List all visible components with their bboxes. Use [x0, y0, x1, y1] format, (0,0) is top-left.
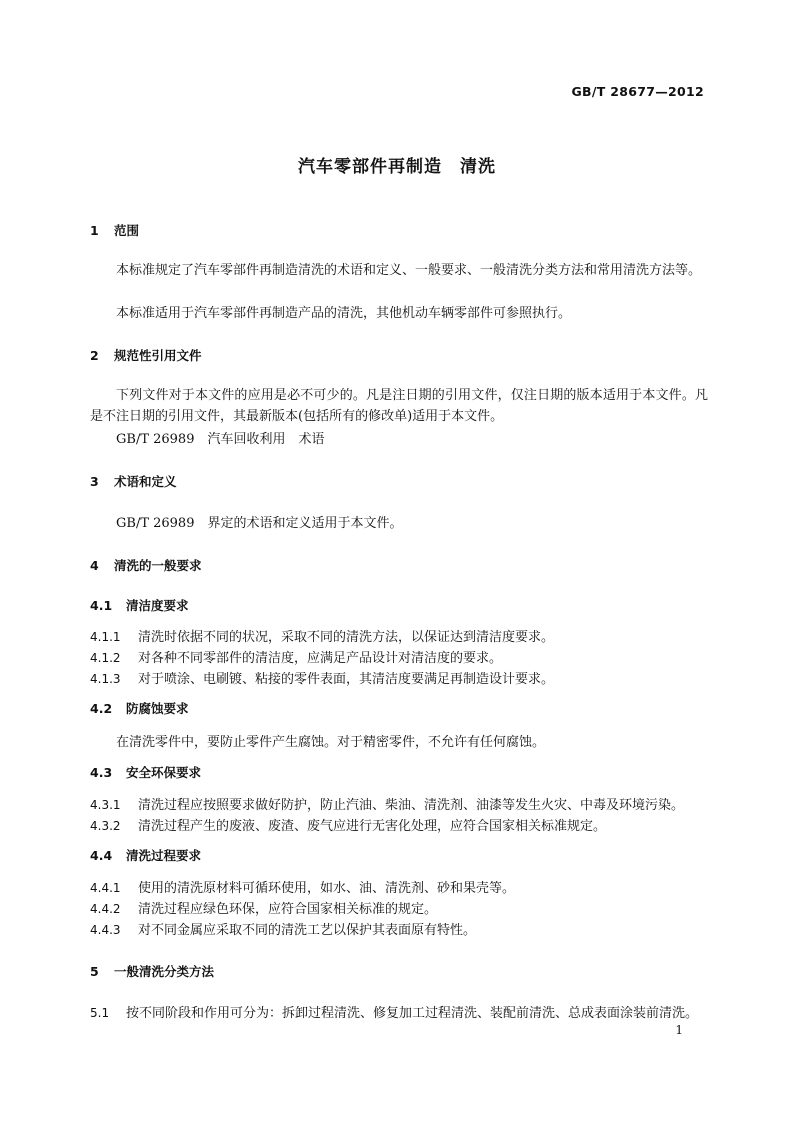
document-title: 汽车零部件再制造 清洗 — [298, 157, 496, 177]
subsection-4-2-paragraph: 在清洗零件中，要防止零件产生腐蚀。对于精密零件，不允许有任何腐蚀。 — [116, 735, 546, 750]
section-1-paragraph-2: 本标准适用于汽车零部件再制造产品的清洗，其他机动车辆零部件可参照执行。 — [116, 306, 572, 321]
section-number: 1 — [90, 223, 99, 238]
subsection-4-1-heading — [90, 596, 189, 614]
clause-number: 4.4.2 — [90, 902, 121, 916]
standard-code: GB/T 28677—2012 — [571, 84, 704, 99]
section-3-heading — [90, 472, 177, 490]
section-title: 规范性引用文件 — [114, 348, 202, 363]
subsection-4-3-heading — [90, 763, 201, 781]
section-4-heading — [90, 556, 202, 574]
section-title: 范围 — [114, 223, 140, 238]
clause-text: 清洗过程应按照要求做好防护，防止汽油、柴油、清洗剂、油漆等发生火灾、中毒及环境污染。 — [138, 798, 685, 813]
clause-number: 4.1.3 — [90, 672, 121, 686]
clause-4-1-3 — [90, 668, 554, 687]
clause-number: 4.1.2 — [90, 651, 121, 665]
clause-text: 按不同阶段和作用可分为：拆卸过程清洗、修复加工过程清洗、装配前清洗、总成表面涂装前清洗。 — [126, 1006, 699, 1021]
clause-number: 4.4.1 — [90, 881, 121, 895]
clause-number: 4.4.3 — [90, 923, 121, 937]
section-3-paragraph-1: GB/T 26989 界定的术语和定义适用于本文件。 — [116, 516, 403, 531]
subsection-number: 4.4 — [90, 848, 113, 863]
clause-text: 清洗过程产生的废液、废渣、废气应进行无害化处理，应符合国家相关标准规定。 — [138, 819, 607, 834]
section-1-paragraph-1: 本标准规定了汽车零部件再制造清洗的术语和定义、一般要求、一般清洗分类方法和常用清洗方法等。 — [116, 263, 702, 278]
subsection-4-4-heading — [90, 846, 201, 864]
normative-reference: GB/T 26989 汽车回收利用 术语 — [116, 432, 325, 447]
clause-4-3-2 — [90, 815, 606, 834]
section-number: 2 — [90, 348, 99, 363]
clause-4-4-1 — [90, 877, 515, 896]
clause-text: 对于喷涂、电刷镀、粘接的零件表面，其清洁度要满足再制造设计要求。 — [138, 672, 555, 687]
section-2-heading — [90, 346, 202, 364]
clause-text: 清洗过程应绿色环保，应符合国家相关标准的规定。 — [138, 902, 438, 917]
section-5-heading — [90, 962, 214, 980]
subsection-title: 防腐蚀要求 — [126, 701, 189, 716]
section-2-paragraph-1: 下列文件对于本文件的应用是必不可少的。凡是注日期的引用文件，仅注日期的版本适用于本文件。凡是不注日期的引用文件，其最新版本(包括所有的修改单)适用于本文件。 — [90, 388, 708, 424]
section-number: 3 — [90, 474, 99, 489]
clause-number: 4.1.1 — [90, 630, 121, 644]
subsection-title: 安全环保要求 — [126, 765, 202, 780]
clause-number: 5.1 — [90, 1006, 110, 1020]
section-1-heading — [90, 221, 139, 239]
clause-text: 对各种不同零部件的清洁度，应满足产品设计对清洁度的要求。 — [138, 651, 503, 666]
clause-text: 对不同金属应采取不同的清洗工艺以保护其表面原有特性。 — [138, 923, 477, 938]
subsection-number: 4.3 — [90, 765, 113, 780]
clause-number: 4.3.2 — [90, 819, 121, 833]
clause-text: 使用的清洗原材料可循环使用，如水、油、清洗剂、砂和果壳等。 — [138, 881, 516, 896]
clause-4-4-2 — [90, 898, 437, 917]
subsection-4-2-heading — [90, 699, 189, 717]
subsection-number: 4.1 — [90, 598, 113, 613]
section-number: 5 — [90, 964, 99, 979]
subsection-title: 清洗过程要求 — [126, 848, 202, 863]
subsection-title: 清洁度要求 — [126, 598, 189, 613]
section-title: 清洗的一般要求 — [114, 558, 202, 573]
section-title: 术语和定义 — [114, 474, 177, 489]
page-number: 1 — [675, 1023, 683, 1037]
clause-4-1-2 — [90, 647, 502, 666]
section-number: 4 — [90, 558, 99, 573]
clause-4-3-1 — [90, 794, 684, 813]
clause-text: 清洗时依据不同的状况，采取不同的清洗方法，以保证达到清洁度要求。 — [138, 630, 555, 645]
clause-number: 4.3.1 — [90, 798, 121, 812]
clause-4-4-3 — [90, 919, 476, 938]
section-title: 一般清洗分类方法 — [114, 964, 215, 979]
clause-4-1-1 — [90, 626, 554, 645]
subsection-number: 4.2 — [90, 701, 113, 716]
clause-5-1 — [90, 1002, 698, 1021]
